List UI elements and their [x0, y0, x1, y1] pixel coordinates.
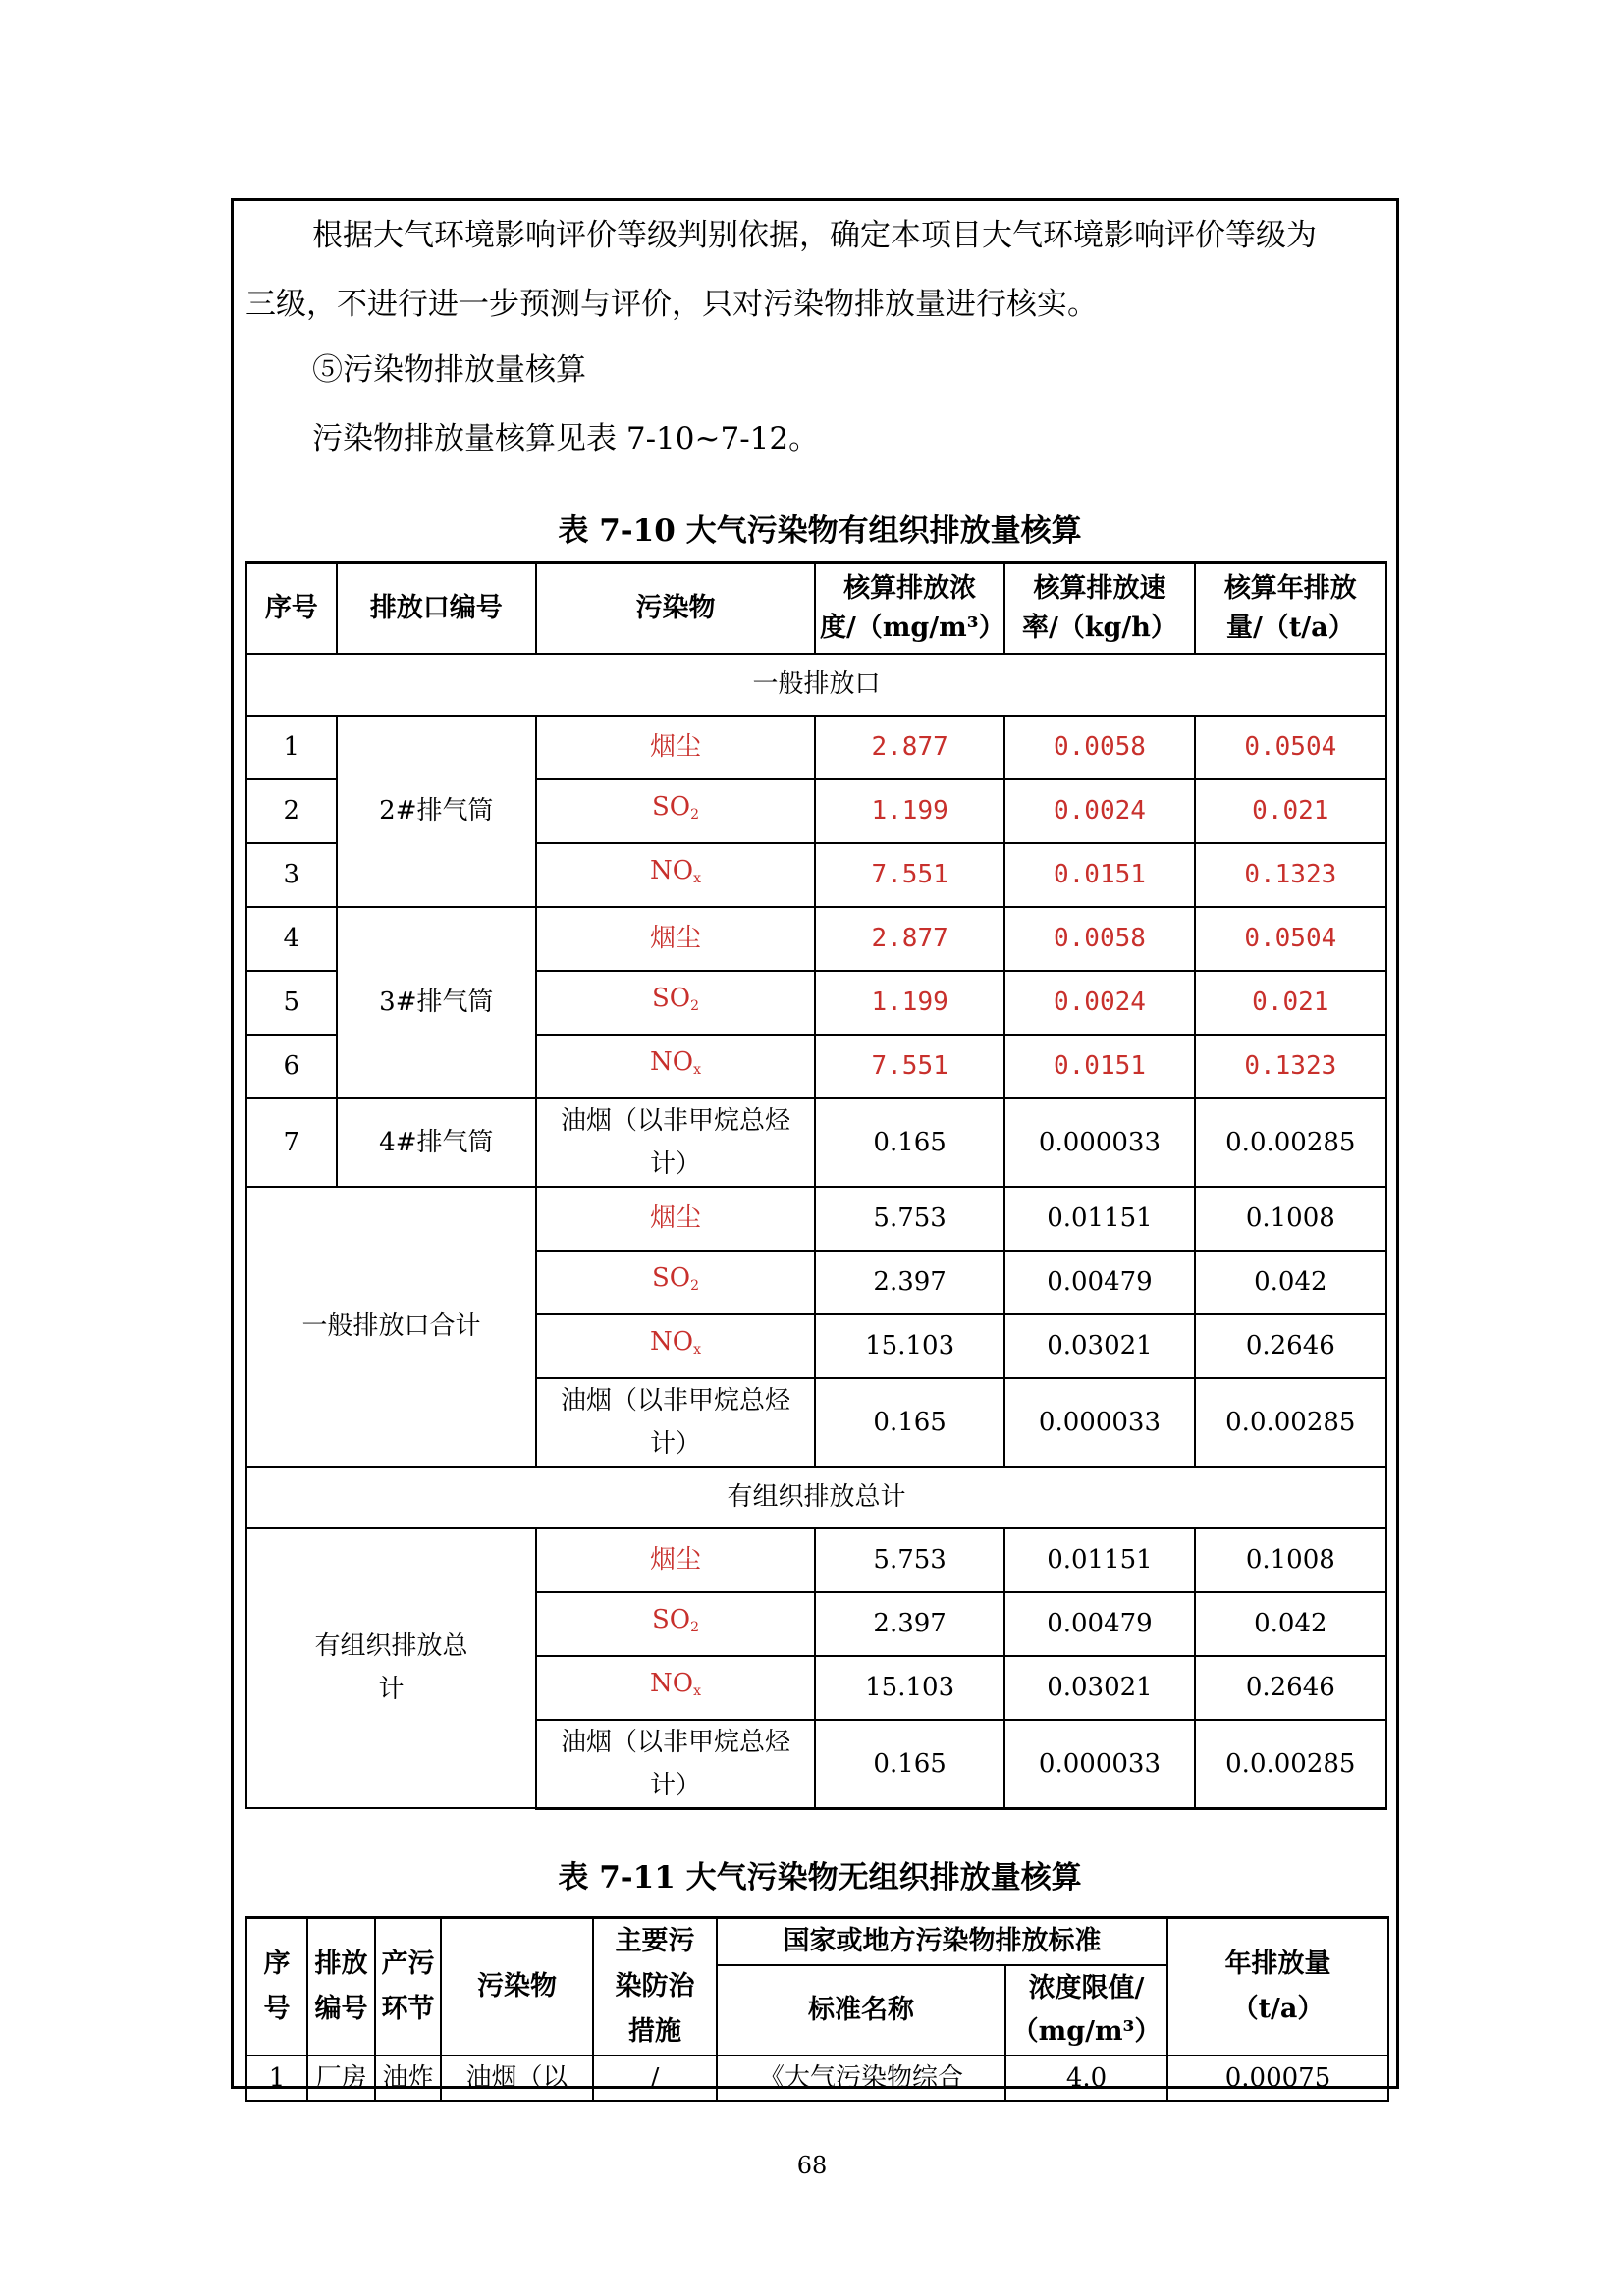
header-stage: 产污 环节 [375, 1918, 441, 2056]
header-limit: 浓度限值/ （mg/m³） [1005, 1965, 1167, 2056]
conc-value: 2.877 [815, 716, 1004, 779]
annual-value: 0.1323 [1195, 843, 1386, 907]
rate-value: 0.0151 [1004, 843, 1194, 907]
section-row-organized [246, 1467, 1386, 1528]
table2-header-row-1 [246, 1918, 1388, 1966]
section-row-general [246, 654, 1386, 716]
organized-emission-table [245, 561, 1387, 1810]
row-standard-name: 《大气污染物综合 [717, 2056, 1005, 2101]
conc-value: 2.397 [815, 1251, 1004, 1314]
table-row [246, 2056, 1388, 2101]
pollutant-nox: $NO_x$ [536, 1035, 815, 1098]
section-organized-label: 有组织排放总计 [246, 1467, 1386, 1528]
outlet-3: 3#排气筒 [337, 907, 536, 1098]
section-general-label: 一般排放口 [246, 654, 1386, 716]
conc-value: 1.199 [815, 971, 1004, 1035]
row-no: 7 [246, 1098, 337, 1187]
rate-value: 0.00479 [1004, 1592, 1194, 1656]
header-standard-name: 标准名称 [717, 1965, 1005, 2056]
pollutant-fume: 油烟（以非甲烷总烃 计） [536, 1720, 815, 1809]
annual-value: 0.2646 [1195, 1314, 1386, 1378]
intro-line-1: 根据大气环境影响评价等级判别依据，确定本项目大气环境影响评价等级为 [312, 218, 1317, 253]
rate-value: 0.0058 [1004, 716, 1194, 779]
row-no: 2 [246, 779, 337, 843]
section-item: ⑤污染物排放量核算 [312, 352, 586, 388]
conc-value: 7.551 [815, 1035, 1004, 1098]
row-no: 1 [246, 2056, 307, 2101]
organized-total-label: 有组织排放总 计 [246, 1528, 536, 1809]
pollutant-dust: 烟尘 [536, 907, 815, 971]
conc-value: 0.165 [815, 1098, 1004, 1187]
header-pollutant: 污染物 [536, 563, 815, 654]
fugitive-emission-table [245, 1916, 1389, 2102]
annual-value: 0.0.00285 [1195, 1720, 1386, 1809]
header-no: 序号 [246, 563, 337, 654]
row-measure: / [593, 2056, 717, 2101]
rate-value: 0.03021 [1004, 1314, 1194, 1378]
row-no: 6 [246, 1035, 337, 1098]
pollutant-fume: 油烟（以非甲烷总烃 计） [536, 1098, 815, 1187]
rate-value: 0.03021 [1004, 1656, 1194, 1720]
row-pollutant: 油烟（以 [441, 2056, 593, 2101]
pollutant-dust: 烟尘 [536, 716, 815, 779]
page-number: 68 [796, 2152, 828, 2179]
annual-value: 0.1008 [1195, 1528, 1386, 1592]
row-stage: 油炸 [375, 2056, 441, 2101]
header-pollutant: 污染物 [441, 1918, 593, 2056]
row-annual: 0.00075 [1167, 2056, 1388, 2101]
row-no: 5 [246, 971, 337, 1035]
header-outlet: 排放口编号 [337, 563, 536, 654]
annual-value: 0.0504 [1195, 907, 1386, 971]
rate-value: 0.0151 [1004, 1035, 1194, 1098]
table2-caption: 表 7-11 大气污染物无组织排放量核算 [558, 1860, 1082, 1896]
rate-value: 0.01151 [1004, 1528, 1194, 1592]
general-total-label: 一般排放口合计 [246, 1187, 536, 1467]
pollutant-so2: $SO_2$ [536, 1592, 815, 1656]
header-standard-group: 国家或地方污染物排放标准 [717, 1918, 1167, 1966]
pollutant-nox: $NO_x$ [536, 1656, 815, 1720]
pollutant-fume: 油烟（以非甲烷总烃 计） [536, 1378, 815, 1467]
rate-value: 0.00479 [1004, 1251, 1194, 1314]
pollutant-nox: $NO_x$ [536, 1314, 815, 1378]
pollutant-dust: 烟尘 [536, 1187, 815, 1251]
intro-paragraph [245, 216, 1394, 324]
annual-value: 0.1008 [1195, 1187, 1386, 1251]
table-reference: 污染物排放量核算见表 7-10~7-12。 [312, 421, 820, 456]
table-row [246, 1098, 1386, 1187]
conc-value: 2.877 [815, 907, 1004, 971]
header-code: 排放 编号 [307, 1918, 375, 2056]
annual-value: 0.1323 [1195, 1035, 1386, 1098]
table1-caption: 表 7-10 大气污染物有组织排放量核算 [558, 513, 1082, 549]
row-code: 厂房 [307, 2056, 375, 2101]
row-no: 1 [246, 716, 337, 779]
conc-value: 15.103 [815, 1314, 1004, 1378]
outlet-2: 2#排气筒 [337, 716, 536, 907]
rate-value: 0.000033 [1004, 1378, 1194, 1467]
pollutant-so2: $SO_2$ [536, 971, 815, 1035]
rate-value: 0.01151 [1004, 1187, 1194, 1251]
annual-value: 0.042 [1195, 1592, 1386, 1656]
table-row [246, 716, 1386, 779]
annual-value: 0.2646 [1195, 1656, 1386, 1720]
header-measure: 主要污 染防治 措施 [593, 1918, 717, 2056]
annual-value: 0.0.00285 [1195, 1378, 1386, 1467]
annual-value: 0.0504 [1195, 716, 1386, 779]
row-no: 3 [246, 843, 337, 907]
table-row [246, 907, 1386, 971]
conc-value: 5.753 [815, 1528, 1004, 1592]
annual-value: 0.042 [1195, 1251, 1386, 1314]
header-rate: 核算排放速 率/（kg/h） [1004, 563, 1194, 654]
table-row [246, 1187, 1386, 1251]
conc-value: 15.103 [815, 1656, 1004, 1720]
conc-value: 5.753 [815, 1187, 1004, 1251]
rate-value: 0.000033 [1004, 1098, 1194, 1187]
pollutant-so2: $SO_2$ [536, 779, 815, 843]
header-no: 序 号 [246, 1918, 307, 2056]
outlet-4: 4#排气筒 [337, 1098, 536, 1187]
conc-value: 0.165 [815, 1720, 1004, 1809]
rate-value: 0.0058 [1004, 907, 1194, 971]
rate-value: 0.0024 [1004, 971, 1194, 1035]
conc-value: 0.165 [815, 1378, 1004, 1467]
table1-header-row [246, 563, 1386, 654]
pollutant-so2: $SO_2$ [536, 1251, 815, 1314]
row-limit: 4.0 [1005, 2056, 1167, 2101]
conc-value: 2.397 [815, 1592, 1004, 1656]
pollutant-dust: 烟尘 [536, 1528, 815, 1592]
annual-value: 0.021 [1195, 779, 1386, 843]
conc-value: 1.199 [815, 779, 1004, 843]
pollutant-nox: $NO_x$ [536, 843, 815, 907]
header-annual: 年排放量 （t/a） [1167, 1918, 1388, 2056]
header-conc: 核算排放浓 度/（mg/m³） [815, 563, 1004, 654]
rate-value: 0.000033 [1004, 1720, 1194, 1809]
rate-value: 0.0024 [1004, 779, 1194, 843]
table-row [246, 1528, 1386, 1592]
annual-value: 0.0.00285 [1195, 1098, 1386, 1187]
annual-value: 0.021 [1195, 971, 1386, 1035]
header-annual: 核算年排放 量/（t/a） [1195, 563, 1386, 654]
conc-value: 7.551 [815, 843, 1004, 907]
intro-line-2: 三级，不进行进一步预测与评价，只对污染物排放量进行核实。 [245, 287, 1098, 322]
row-no: 4 [246, 907, 337, 971]
